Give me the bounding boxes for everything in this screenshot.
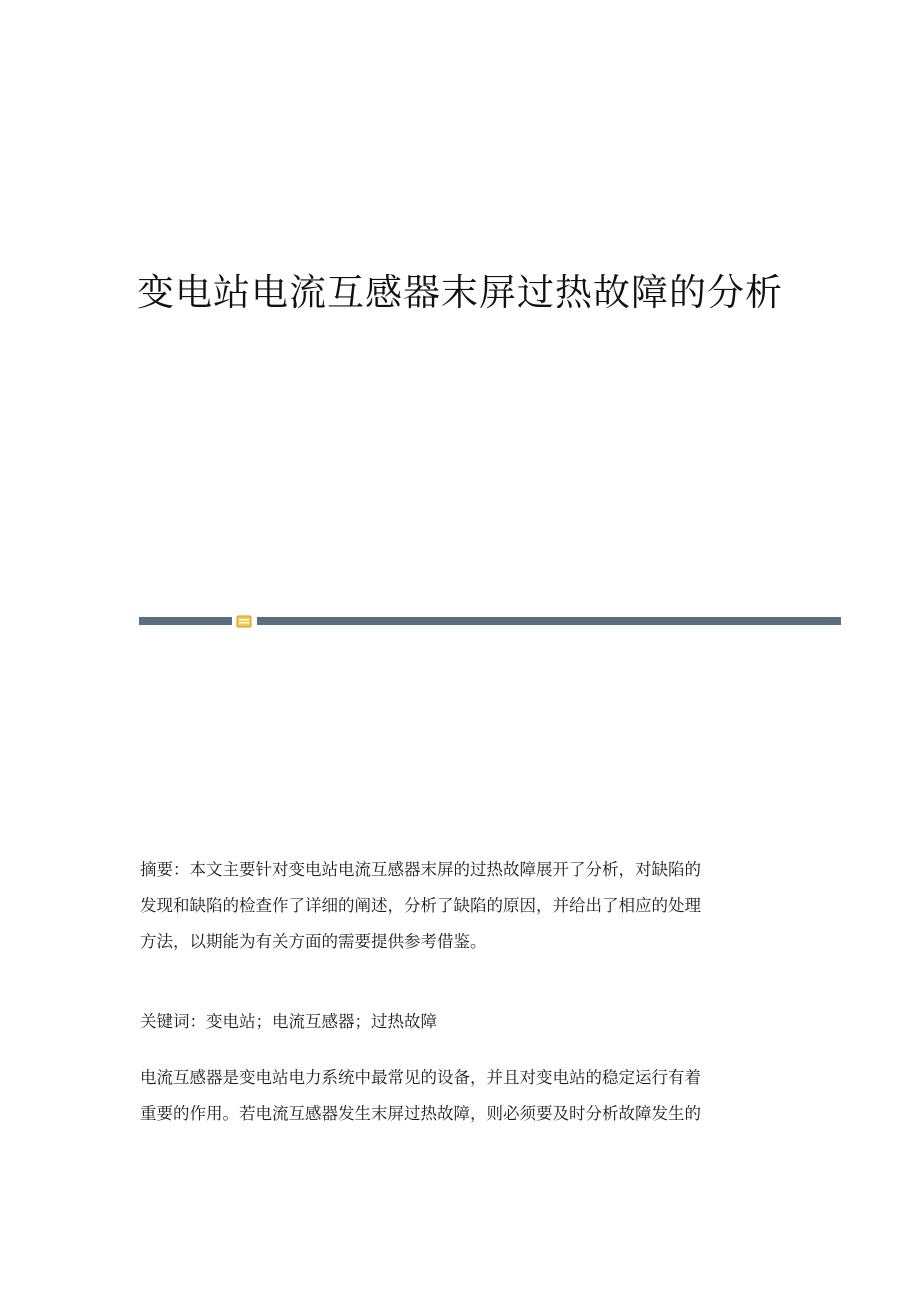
- divider-bar-left: [139, 617, 232, 625]
- section-divider: [139, 614, 841, 628]
- intro-paragraph: [140, 1060, 780, 1132]
- page-title: 变电站电流互感器末屏过热故障的分析: [137, 271, 783, 314]
- abstract-line: 摘要：本文主要针对变电站电流互感器末屏的过热故障展开了分析，对缺陷的: [140, 860, 701, 879]
- intro-line: 电流互感器是变电站电力系统中最常见的设备，并且对变电站的稳定运行有着: [140, 1068, 701, 1087]
- keywords-paragraph: [140, 1004, 780, 1040]
- intro-line: 重要的作用。若电流互感器发生末屏过热故障，则必须要及时分析故障发生的: [140, 1104, 701, 1123]
- folder-icon: [236, 614, 252, 628]
- abstract-paragraph: [140, 852, 780, 960]
- abstract-line: 方法，以期能为有关方面的需要提供参考借鉴。: [140, 932, 487, 951]
- keywords-line: 关键词：变电站；电流互感器；过热故障: [140, 1012, 437, 1031]
- abstract-line: 发现和缺陷的检查作了详细的阐述，分析了缺陷的原因，并给出了相应的处理: [140, 896, 701, 915]
- divider-bar-right: [257, 617, 841, 625]
